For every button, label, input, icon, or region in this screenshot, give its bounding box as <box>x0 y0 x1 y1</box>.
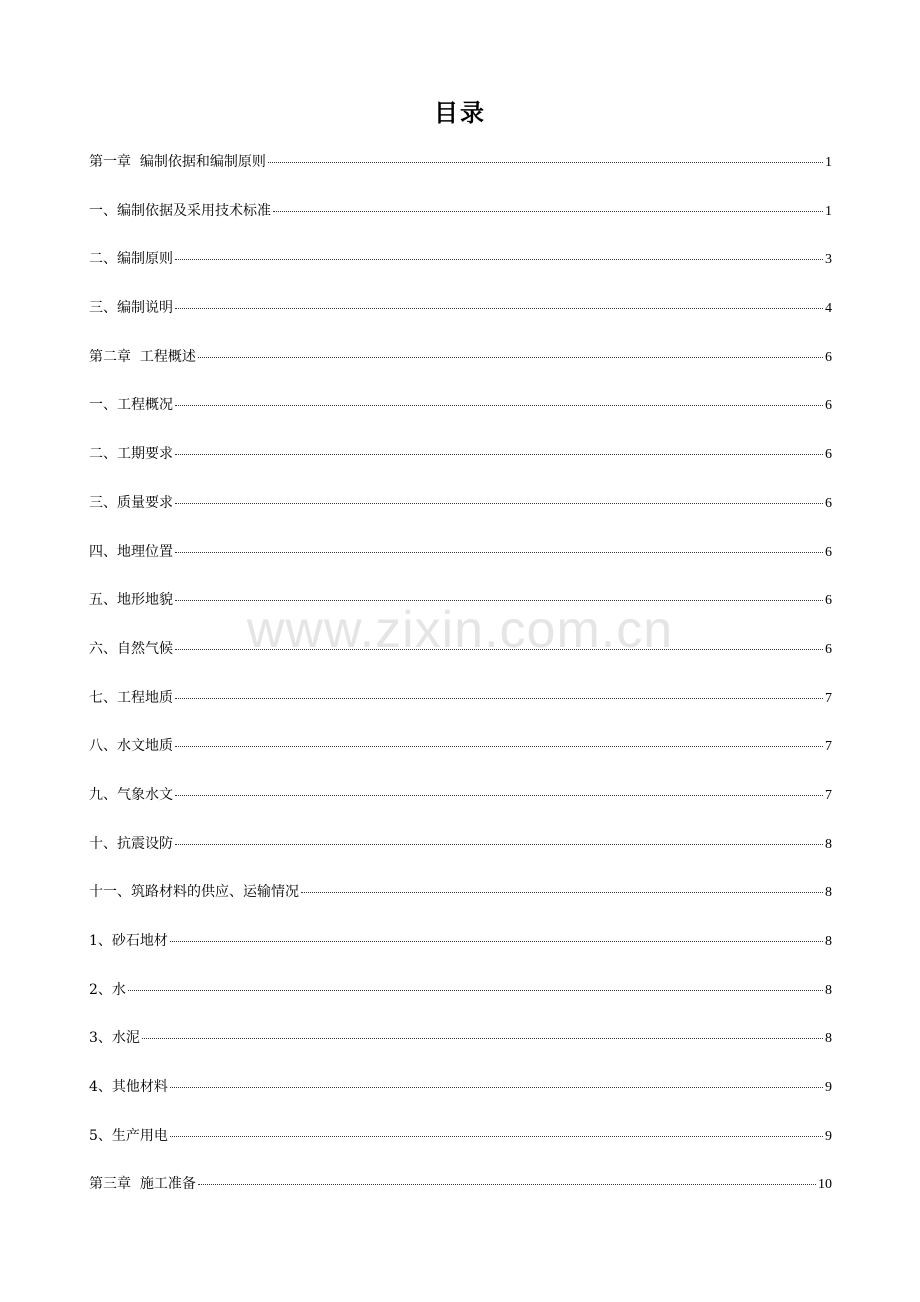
toc-entry[interactable] <box>89 781 832 830</box>
toc-entry-text: 四、地理位置 <box>89 543 173 560</box>
page-title: 目录 <box>434 99 486 127</box>
toc-page-number: 8 <box>825 836 832 852</box>
toc-leader-dots <box>175 844 823 845</box>
toc-entry[interactable] <box>89 148 832 197</box>
toc-page-number: 4 <box>825 301 832 317</box>
toc-entry-text: 5、生产用电 <box>89 1127 168 1144</box>
toc-leader-dots <box>175 503 823 504</box>
toc-page-number: 1 <box>825 203 832 219</box>
toc-entry-text: 一、工程概况 <box>89 397 173 414</box>
toc-entry[interactable] <box>89 586 832 635</box>
toc-leader-dots <box>175 698 823 699</box>
toc-entry-text: 十、抗震设防 <box>89 835 173 852</box>
toc-entry-text: 第一章 编制依据和编制原则 <box>89 154 266 170</box>
toc-entry[interactable] <box>89 927 832 976</box>
toc-page-number: 6 <box>825 398 832 414</box>
toc-page-number: 1 <box>825 155 832 170</box>
toc-entry[interactable] <box>89 391 832 440</box>
toc-entry-text: 五、地形地貌 <box>89 592 173 609</box>
toc-leader-dots <box>175 405 823 406</box>
toc-entry-text: 十一、筑路材料的供应、运输情况 <box>89 884 299 901</box>
toc-leader-dots <box>175 649 823 650</box>
toc-entry[interactable] <box>89 245 832 294</box>
toc-page-number: 7 <box>825 739 832 755</box>
toc-leader-dots <box>175 795 823 796</box>
toc-entry[interactable] <box>89 1024 832 1073</box>
toc-page-number: 8 <box>825 1031 832 1047</box>
toc-entry[interactable] <box>89 440 832 489</box>
toc-leader-dots <box>175 746 823 747</box>
toc-leader-dots <box>170 941 823 942</box>
toc-page-number: 3 <box>825 252 832 268</box>
toc-entry-text: 六、自然气候 <box>89 640 173 657</box>
toc-entry-text: 二、编制原则 <box>89 251 173 268</box>
toc-entry-text: 1、砂石地材 <box>89 933 168 949</box>
toc-page-number: 6 <box>825 495 832 511</box>
toc-page-number: 6 <box>825 593 832 609</box>
toc-leader-dots <box>175 308 823 309</box>
toc-entry[interactable] <box>89 197 832 246</box>
toc-entry[interactable] <box>89 684 832 733</box>
toc-entry-text: 三、质量要求 <box>89 494 173 511</box>
toc-entry[interactable] <box>89 294 832 343</box>
toc-entry-text: 2、水 <box>89 981 126 998</box>
toc-entry[interactable] <box>89 343 832 392</box>
toc-leader-dots <box>273 211 823 212</box>
toc-entry-text: 九、气象水文 <box>89 786 173 803</box>
toc-leader-dots <box>301 892 823 893</box>
toc-entry-text: 二、工期要求 <box>89 446 173 463</box>
toc-page-number: 8 <box>825 934 832 949</box>
toc-leader-dots <box>170 1136 823 1137</box>
toc-entry-text: 4、其他材料 <box>89 1079 168 1096</box>
toc-leader-dots <box>142 1038 823 1039</box>
toc-leader-dots <box>128 990 823 991</box>
toc-leader-dots <box>268 162 823 163</box>
toc-page-number: 8 <box>825 982 832 998</box>
toc-page-number: 6 <box>825 641 832 657</box>
toc-entry[interactable] <box>89 489 832 538</box>
toc-entry[interactable] <box>89 1073 832 1122</box>
toc-entry-text: 一、编制依据及采用技术标准 <box>89 202 271 219</box>
toc-page-number: 9 <box>825 1080 832 1096</box>
toc-entry[interactable] <box>89 1170 832 1219</box>
toc-page-number: 9 <box>825 1128 832 1144</box>
toc-page-number: 6 <box>825 544 832 560</box>
toc-page-number: 7 <box>825 787 832 803</box>
toc-entry-text: 三、编制说明 <box>89 300 173 317</box>
toc-leader-dots <box>198 357 823 358</box>
toc-page-number: 10 <box>818 1177 832 1193</box>
toc-leader-dots <box>175 552 823 553</box>
toc-page-number: 7 <box>825 690 832 706</box>
toc-entry[interactable] <box>89 538 832 587</box>
table-of-contents <box>89 148 832 1219</box>
toc-leader-dots <box>175 600 823 601</box>
toc-entry[interactable] <box>89 732 832 781</box>
toc-entry-text: 第三章 施工准备 <box>89 1176 196 1193</box>
toc-entry[interactable] <box>89 1122 832 1171</box>
toc-entry[interactable] <box>89 830 832 879</box>
toc-entry-text: 第二章 工程概述 <box>89 348 196 365</box>
toc-entry-text: 3、水泥 <box>89 1030 140 1047</box>
toc-entry[interactable] <box>89 976 832 1025</box>
toc-entry-text: 七、工程地质 <box>89 689 173 706</box>
toc-entry-text: 八、水文地质 <box>89 738 173 755</box>
toc-page-number: 6 <box>825 447 832 463</box>
toc-page-number: 6 <box>825 349 832 365</box>
toc-leader-dots <box>170 1087 823 1088</box>
toc-leader-dots <box>175 259 823 260</box>
toc-leader-dots <box>175 454 823 455</box>
toc-entry[interactable] <box>89 635 832 684</box>
toc-page-number: 8 <box>825 885 832 901</box>
watermark: www.zixin.com.cn <box>246 601 674 659</box>
toc-leader-dots <box>198 1184 816 1185</box>
toc-entry[interactable] <box>89 878 832 927</box>
